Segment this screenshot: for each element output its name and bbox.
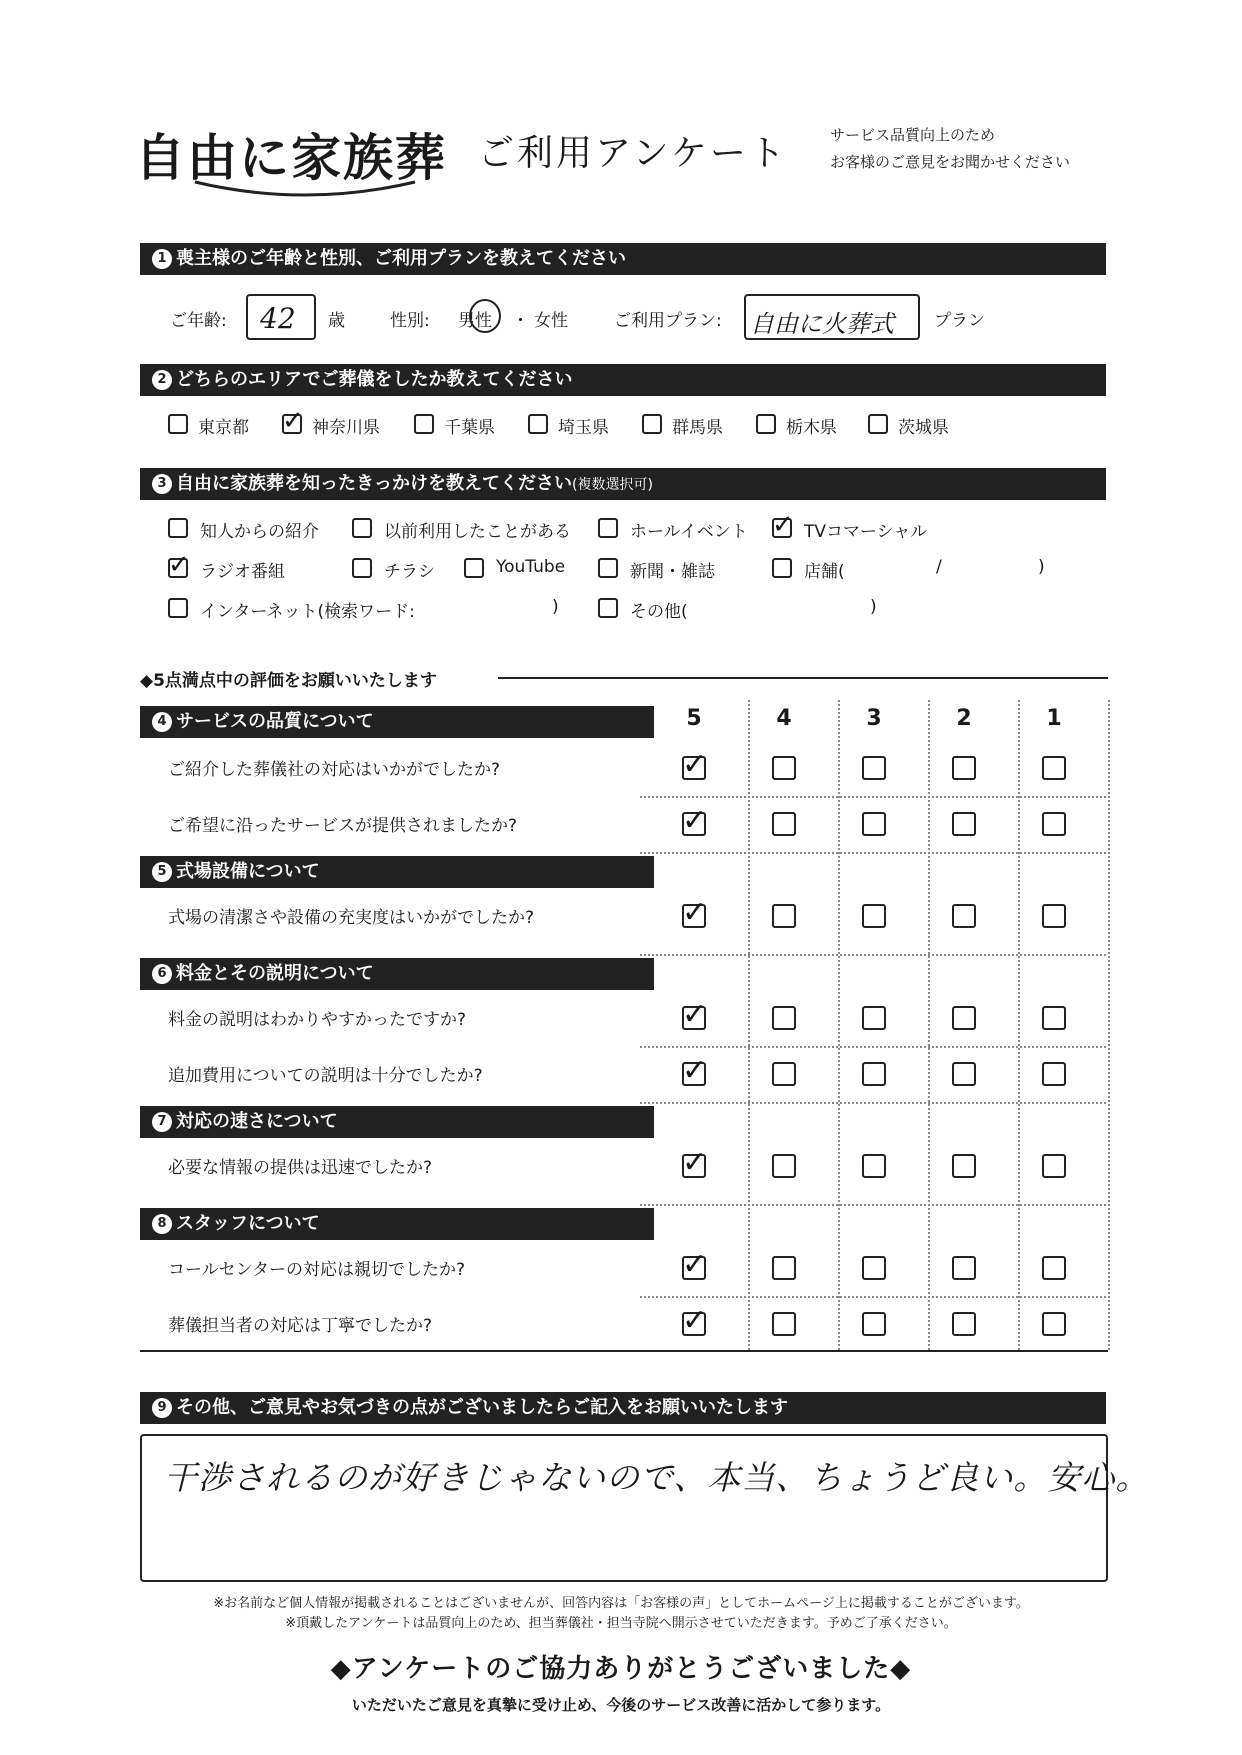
comment-text: 干渉されるのが好きじゃないので、本当、ちょうど良い。安心。: [164, 1458, 1150, 1497]
rating-checkbox[interactable]: [772, 1062, 796, 1086]
rating-checkbox[interactable]: [952, 1312, 976, 1336]
question-6: 必要な情報の提供は迅速でしたか?: [168, 1158, 433, 1178]
section-title: どちらのエリアでご葬儀をしたか教えてください: [176, 369, 573, 390]
section-title: その他、ご意見やお気づきの点がございましたらご記入をお願いいたします: [176, 1397, 788, 1418]
option-radio: ラジオ番組: [200, 562, 285, 582]
option-internet: インターネット(検索ワード:: [200, 602, 415, 622]
checkbox-flyer[interactable]: [352, 558, 372, 578]
section-8-header: [140, 1208, 654, 1240]
gender-male-label: 男性: [458, 311, 492, 331]
comment-textarea[interactable]: [140, 1434, 1150, 1582]
gender-separator: ・: [512, 311, 529, 331]
checkbox-area[interactable]: [168, 414, 188, 434]
section-title: スタッフについて: [176, 1213, 320, 1234]
rating-checkbox[interactable]: [862, 1312, 886, 1336]
section-3-header: [140, 468, 1106, 500]
check-mark: ✓: [682, 1145, 708, 1180]
score-header: 5: [686, 706, 702, 731]
row-separator: [640, 852, 1106, 854]
check-mark: ✓: [682, 1053, 708, 1088]
gender-female[interactable]: 女性: [534, 311, 568, 331]
rating-checkbox[interactable]: [952, 1256, 976, 1280]
check-mark: ✓: [168, 550, 190, 580]
checkbox-area[interactable]: [642, 414, 662, 434]
score-header: 2: [956, 706, 972, 731]
section-5-header: [140, 856, 654, 888]
section-number: 5: [152, 862, 172, 882]
area-label: 千葉県: [444, 418, 495, 438]
question-5: 追加費用についての説明は十分でしたか?: [168, 1066, 483, 1086]
row-separator: [640, 796, 1106, 798]
rating-checkbox[interactable]: [862, 756, 886, 780]
checkbox-youtube[interactable]: [464, 558, 484, 578]
rating-checkbox[interactable]: [1042, 1312, 1066, 1336]
tagline-line-1: サービス品質向上のため: [830, 126, 996, 144]
section-number: 9: [152, 1398, 172, 1418]
checkbox-area[interactable]: [528, 414, 548, 434]
rating-checkbox[interactable]: [862, 1006, 886, 1030]
row-separator: [640, 1204, 1106, 1206]
option-used-before: 以前利用したことがある: [384, 522, 571, 542]
checkbox-other[interactable]: [598, 598, 618, 618]
rating-bottom-rule: [140, 1350, 1108, 1352]
tagline: [830, 122, 1070, 176]
section-number: 1: [152, 249, 172, 269]
area-label: 埼玉県: [558, 418, 609, 438]
rating-checkbox[interactable]: [772, 812, 796, 836]
thanks-message: ◆アンケートのご協力ありがとうございました◆: [330, 1654, 912, 1684]
score-header: 3: [866, 706, 882, 731]
check-mark: ✓: [682, 747, 708, 782]
plan-unit: プラン: [934, 311, 985, 331]
logo-swoosh: [190, 178, 420, 204]
check-mark: ✓: [682, 803, 708, 838]
plan-input[interactable]: [744, 294, 920, 340]
rating-checkbox[interactable]: [1042, 1062, 1066, 1086]
check-mark: ✓: [682, 997, 708, 1032]
age-value: 42: [260, 302, 296, 335]
age-label: ご年齢:: [170, 311, 227, 331]
rating-checkbox[interactable]: [862, 1062, 886, 1086]
rating-checkbox[interactable]: [772, 1006, 796, 1030]
plan-value: 自由に火葬式: [750, 310, 894, 338]
area-label: 茨城県: [898, 418, 949, 438]
option-store: 店舗(: [804, 562, 845, 582]
rating-checkbox[interactable]: [1042, 1256, 1066, 1280]
question-1: ご紹介した葬儀社の対応はいかがでしたか?: [168, 760, 501, 780]
score-header: 1: [1046, 706, 1062, 731]
section-title: 喪主様のご年齢と性別、ご利用プランを教えてください: [176, 248, 626, 269]
rating-checkbox[interactable]: [772, 904, 796, 928]
section-title: サービスの品質について: [176, 711, 374, 732]
rating-checkbox[interactable]: [862, 904, 886, 928]
rating-checkbox[interactable]: [772, 1312, 796, 1336]
section-title: 料金とその説明について: [176, 963, 374, 984]
checkbox-store[interactable]: [772, 558, 792, 578]
rating-checkbox[interactable]: [1042, 904, 1066, 928]
internet-close: ): [552, 597, 559, 617]
check-mark: ✓: [282, 406, 304, 436]
footnote-2: ※頂戴したアンケートは品質向上のため、担当葬儀社・担当寺院へ開示させていただきます。予めご了承ください。: [285, 1616, 957, 1631]
section-title: 自由に家族葬を知ったきっかけを教えてください: [176, 473, 572, 494]
question-3: 式場の清潔さや設備の充実度はいかがでしたか?: [168, 908, 535, 928]
grid-line: [1108, 700, 1110, 1350]
logo: 自由に家族葬: [135, 128, 447, 187]
question-2: ご希望に沿ったサービスが提供されましたか?: [168, 816, 518, 836]
section-9-header: [140, 1392, 1106, 1424]
tagline-line-2: お客様のご意見をお聞かせください: [830, 153, 1071, 171]
section-number: 6: [152, 964, 172, 984]
rating-checkbox[interactable]: [1042, 1154, 1066, 1178]
option-flyer: チラシ: [384, 562, 435, 582]
checkbox-referral[interactable]: [168, 518, 188, 538]
section-6-header: [140, 958, 654, 990]
rating-checkbox[interactable]: [1042, 756, 1066, 780]
rating-checkbox[interactable]: [862, 1154, 886, 1178]
option-hall-event: ホールイベント: [630, 522, 748, 542]
page-title: ご利用アンケート: [478, 133, 788, 174]
footnote-1: ※お名前など個人情報が掲載されることはございませんが、回答内容は「お客様の声」としてホームページ上に掲載することがございます。: [213, 1596, 1029, 1611]
checkbox-area[interactable]: [414, 414, 434, 434]
option-other: その他(: [630, 602, 688, 622]
row-separator: [640, 1102, 1106, 1104]
intro-rule: [498, 677, 1108, 679]
rating-checkbox[interactable]: [952, 1062, 976, 1086]
question-7: コールセンターの対応は親切でしたか?: [168, 1260, 466, 1280]
rating-checkbox[interactable]: [772, 1256, 796, 1280]
gender-label: 性別:: [390, 311, 430, 331]
check-mark: ✓: [682, 1303, 708, 1338]
rating-checkbox[interactable]: [772, 1154, 796, 1178]
area-label: 群馬県: [672, 418, 723, 438]
checkbox-area[interactable]: [868, 414, 888, 434]
closing-message: いただいたご意見を真摯に受け止め、今後のサービス改善に活かして参ります。: [351, 1696, 891, 1714]
score-header: 4: [776, 706, 792, 731]
question-8: 葬儀担当者の対応は丁寧でしたか?: [168, 1316, 433, 1336]
rating-checkbox[interactable]: [862, 1256, 886, 1280]
checkbox-internet[interactable]: [168, 598, 188, 618]
area-label: 神奈川県: [312, 418, 380, 438]
rating-checkbox[interactable]: [952, 812, 976, 836]
rating-intro: ◆5点満点中の評価をお願いいたします: [140, 671, 437, 691]
store-close: ): [1038, 557, 1045, 577]
section-number: 7: [152, 1112, 172, 1132]
section-number: 2: [152, 370, 172, 390]
check-mark: ✓: [772, 510, 794, 540]
checkbox-newspaper[interactable]: [598, 558, 618, 578]
section-title: 対応の速さについて: [176, 1111, 338, 1132]
age-unit: 歳: [328, 311, 345, 331]
rating-checkbox[interactable]: [952, 756, 976, 780]
plan-label: ご利用プラン:: [614, 311, 722, 331]
section-2-header: [140, 364, 1106, 396]
male-circle-mark: [468, 298, 502, 334]
option-referral: 知人からの紹介: [200, 522, 319, 542]
section-1-header: [140, 243, 1106, 275]
option-youtube: YouTube: [496, 557, 566, 577]
check-mark: ✓: [682, 895, 708, 930]
other-close: ): [870, 597, 877, 617]
checkbox-area[interactable]: [756, 414, 776, 434]
option-newspaper: 新聞・雑誌: [630, 562, 715, 582]
checkbox-used-before[interactable]: [352, 518, 372, 538]
row-separator: [640, 1296, 1106, 1298]
option-tv-commercial: TVコマーシャル: [804, 522, 928, 542]
rating-checkbox[interactable]: [952, 1154, 976, 1178]
section-number: 4: [152, 712, 172, 732]
rating-checkbox[interactable]: [1042, 1006, 1066, 1030]
section-title: 式場設備について: [176, 861, 320, 882]
row-separator: [640, 954, 1106, 956]
question-4: 料金の説明はわかりやすかったですか?: [168, 1010, 467, 1030]
section-number: 3: [152, 474, 172, 494]
checkbox-hall-event[interactable]: [598, 518, 618, 538]
area-label: 東京都: [198, 418, 249, 438]
rating-checkbox[interactable]: [772, 756, 796, 780]
store-slash: /: [936, 557, 942, 577]
rating-checkbox[interactable]: [1042, 812, 1066, 836]
age-input[interactable]: [246, 294, 316, 340]
section-number: 8: [152, 1214, 172, 1234]
rating-checkbox[interactable]: [952, 1006, 976, 1030]
rating-checkbox[interactable]: [952, 904, 976, 928]
row-separator: [640, 1046, 1106, 1048]
section-4-header: [140, 706, 654, 738]
check-mark: ✓: [682, 1247, 708, 1282]
rating-checkbox[interactable]: [862, 812, 886, 836]
area-label: 栃木県: [786, 418, 837, 438]
section-note: (複数選択可): [572, 477, 653, 493]
section-7-header: [140, 1106, 654, 1138]
